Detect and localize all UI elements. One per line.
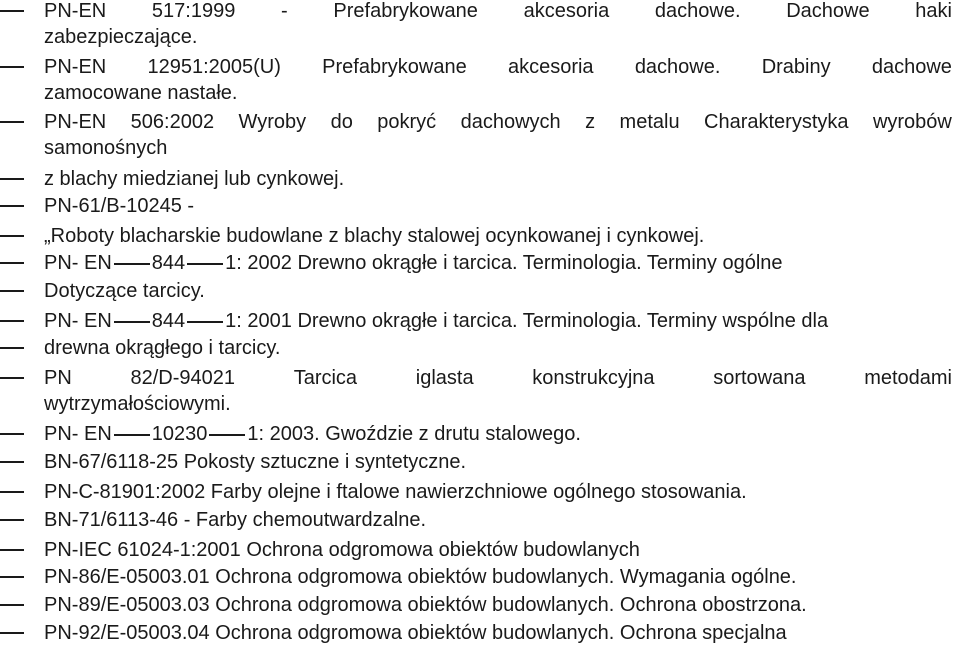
dash-bullet xyxy=(0,205,24,207)
list-item xyxy=(0,592,960,618)
list-item xyxy=(0,620,960,646)
list-item-text: PN- EN 10230 1: 2003. Gwoździe z drutu stalowego. xyxy=(44,423,581,445)
list-item-text: Dotyczące tarcicy. xyxy=(44,280,205,302)
dash-bullet xyxy=(0,320,24,322)
list-item-text: PN-EN 517:1999 - Prefabrykowane akcesoria dachowe. Dachowe haki xyxy=(44,0,952,22)
list-item-text: PN-86/E-05003.01 Ochrona odgromowa obiektów budowlanych. Wymagania ogólne. xyxy=(44,566,797,588)
list-item xyxy=(0,564,960,590)
dash-bullet xyxy=(0,290,24,292)
list-item-text: PN-EN 506:2002 Wyroby do pokryć dachowych z metalu Charakterystyka wyrobów xyxy=(44,111,952,133)
list-item xyxy=(0,135,960,161)
dash-bullet xyxy=(0,632,24,634)
list-item xyxy=(0,80,960,106)
list-item xyxy=(0,223,960,249)
dash-bullet xyxy=(0,549,24,551)
list-item-text: z blachy miedzianej lub cynkowej. xyxy=(44,168,345,190)
list-item xyxy=(0,479,960,505)
dash-bullet xyxy=(0,519,24,521)
list-item xyxy=(0,391,960,417)
list-item-text: zamocowane nastałe. xyxy=(44,82,238,104)
list-item xyxy=(0,250,960,276)
dash-separator xyxy=(114,434,150,436)
list-item xyxy=(0,166,960,192)
dash-bullet xyxy=(0,576,24,578)
dash-separator xyxy=(187,321,223,323)
dash-separator xyxy=(114,263,150,265)
list-item-text: PN- EN 844 1: 2002 Drewno okrągłe i tarcica. Terminologia. Terminy ogólne xyxy=(44,252,783,274)
dash-bullet xyxy=(0,235,24,237)
list-item xyxy=(0,421,960,447)
dash-bullet xyxy=(0,604,24,606)
dash-bullet xyxy=(0,66,24,68)
list-item-text: drewna okrągłego i tarcicy. xyxy=(44,337,281,359)
dash-separator xyxy=(209,434,245,436)
list-item-text: PN-61/B-10245 - xyxy=(44,195,195,217)
dash-separator xyxy=(187,263,223,265)
list-item xyxy=(0,0,960,24)
list-item-text: PN-92/E-05003.04 Ochrona odgromowa obiektów budowlanych. Ochrona specjalna xyxy=(44,622,787,644)
list-item-text: PN-EN 12951:2005(U) Prefabrykowane akcesoria dachowe. Drabiny dachowe xyxy=(44,56,952,78)
list-item xyxy=(0,24,960,50)
dash-bullet xyxy=(0,347,24,349)
list-item-text: PN-C-81901:2002 Farby olejne i ftalowe nawierzchniowe ogólnego stosowania. xyxy=(44,481,747,503)
list-item xyxy=(0,193,960,219)
dash-bullet xyxy=(0,461,24,463)
dash-bullet xyxy=(0,178,24,180)
dash-separator xyxy=(114,321,150,323)
list-item xyxy=(0,308,960,334)
list-item-text: BN-71/6113-46 - Farby chemoutwardzalne. xyxy=(44,509,427,531)
dash-bullet xyxy=(0,121,24,123)
list-item-text: wytrzymałościowymi. xyxy=(44,393,231,415)
dash-bullet xyxy=(0,377,24,379)
list-item-text: „Roboty blacharskie budowlane z blachy stalowej ocynkowanej i cynkowej. xyxy=(44,225,705,247)
list-item xyxy=(0,54,960,80)
list-item-text: PN 82/D-94021 Tarcica iglasta konstrukcyjna sortowana metodami xyxy=(44,367,952,389)
list-item xyxy=(0,335,960,361)
list-item xyxy=(0,507,960,533)
list-item-text: zabezpieczające. xyxy=(44,26,198,48)
dash-bullet xyxy=(0,262,24,264)
list-item xyxy=(0,537,960,563)
dash-bullet xyxy=(0,10,24,12)
list-item-text: PN-89/E-05003.03 Ochrona odgromowa obiektów budowlanych. Ochrona obostrzona. xyxy=(44,594,807,616)
list-item xyxy=(0,365,960,391)
dash-bullet xyxy=(0,491,24,493)
list-item xyxy=(0,449,960,475)
list-item-text: PN- EN 844 1: 2001 Drewno okrągłe i tarcica. Terminologia. Terminy wspólne dla xyxy=(44,310,829,332)
list-item-text: BN-67/6118-25 Pokosty sztuczne i syntetyczne. xyxy=(44,451,467,473)
list-item xyxy=(0,278,960,304)
list-item-text: PN-IEC 61024-1:2001 Ochrona odgromowa obiektów budowlanych xyxy=(44,539,640,561)
list-item xyxy=(0,109,960,135)
dash-bullet xyxy=(0,433,24,435)
list-item-text: samonośnych xyxy=(44,137,168,159)
